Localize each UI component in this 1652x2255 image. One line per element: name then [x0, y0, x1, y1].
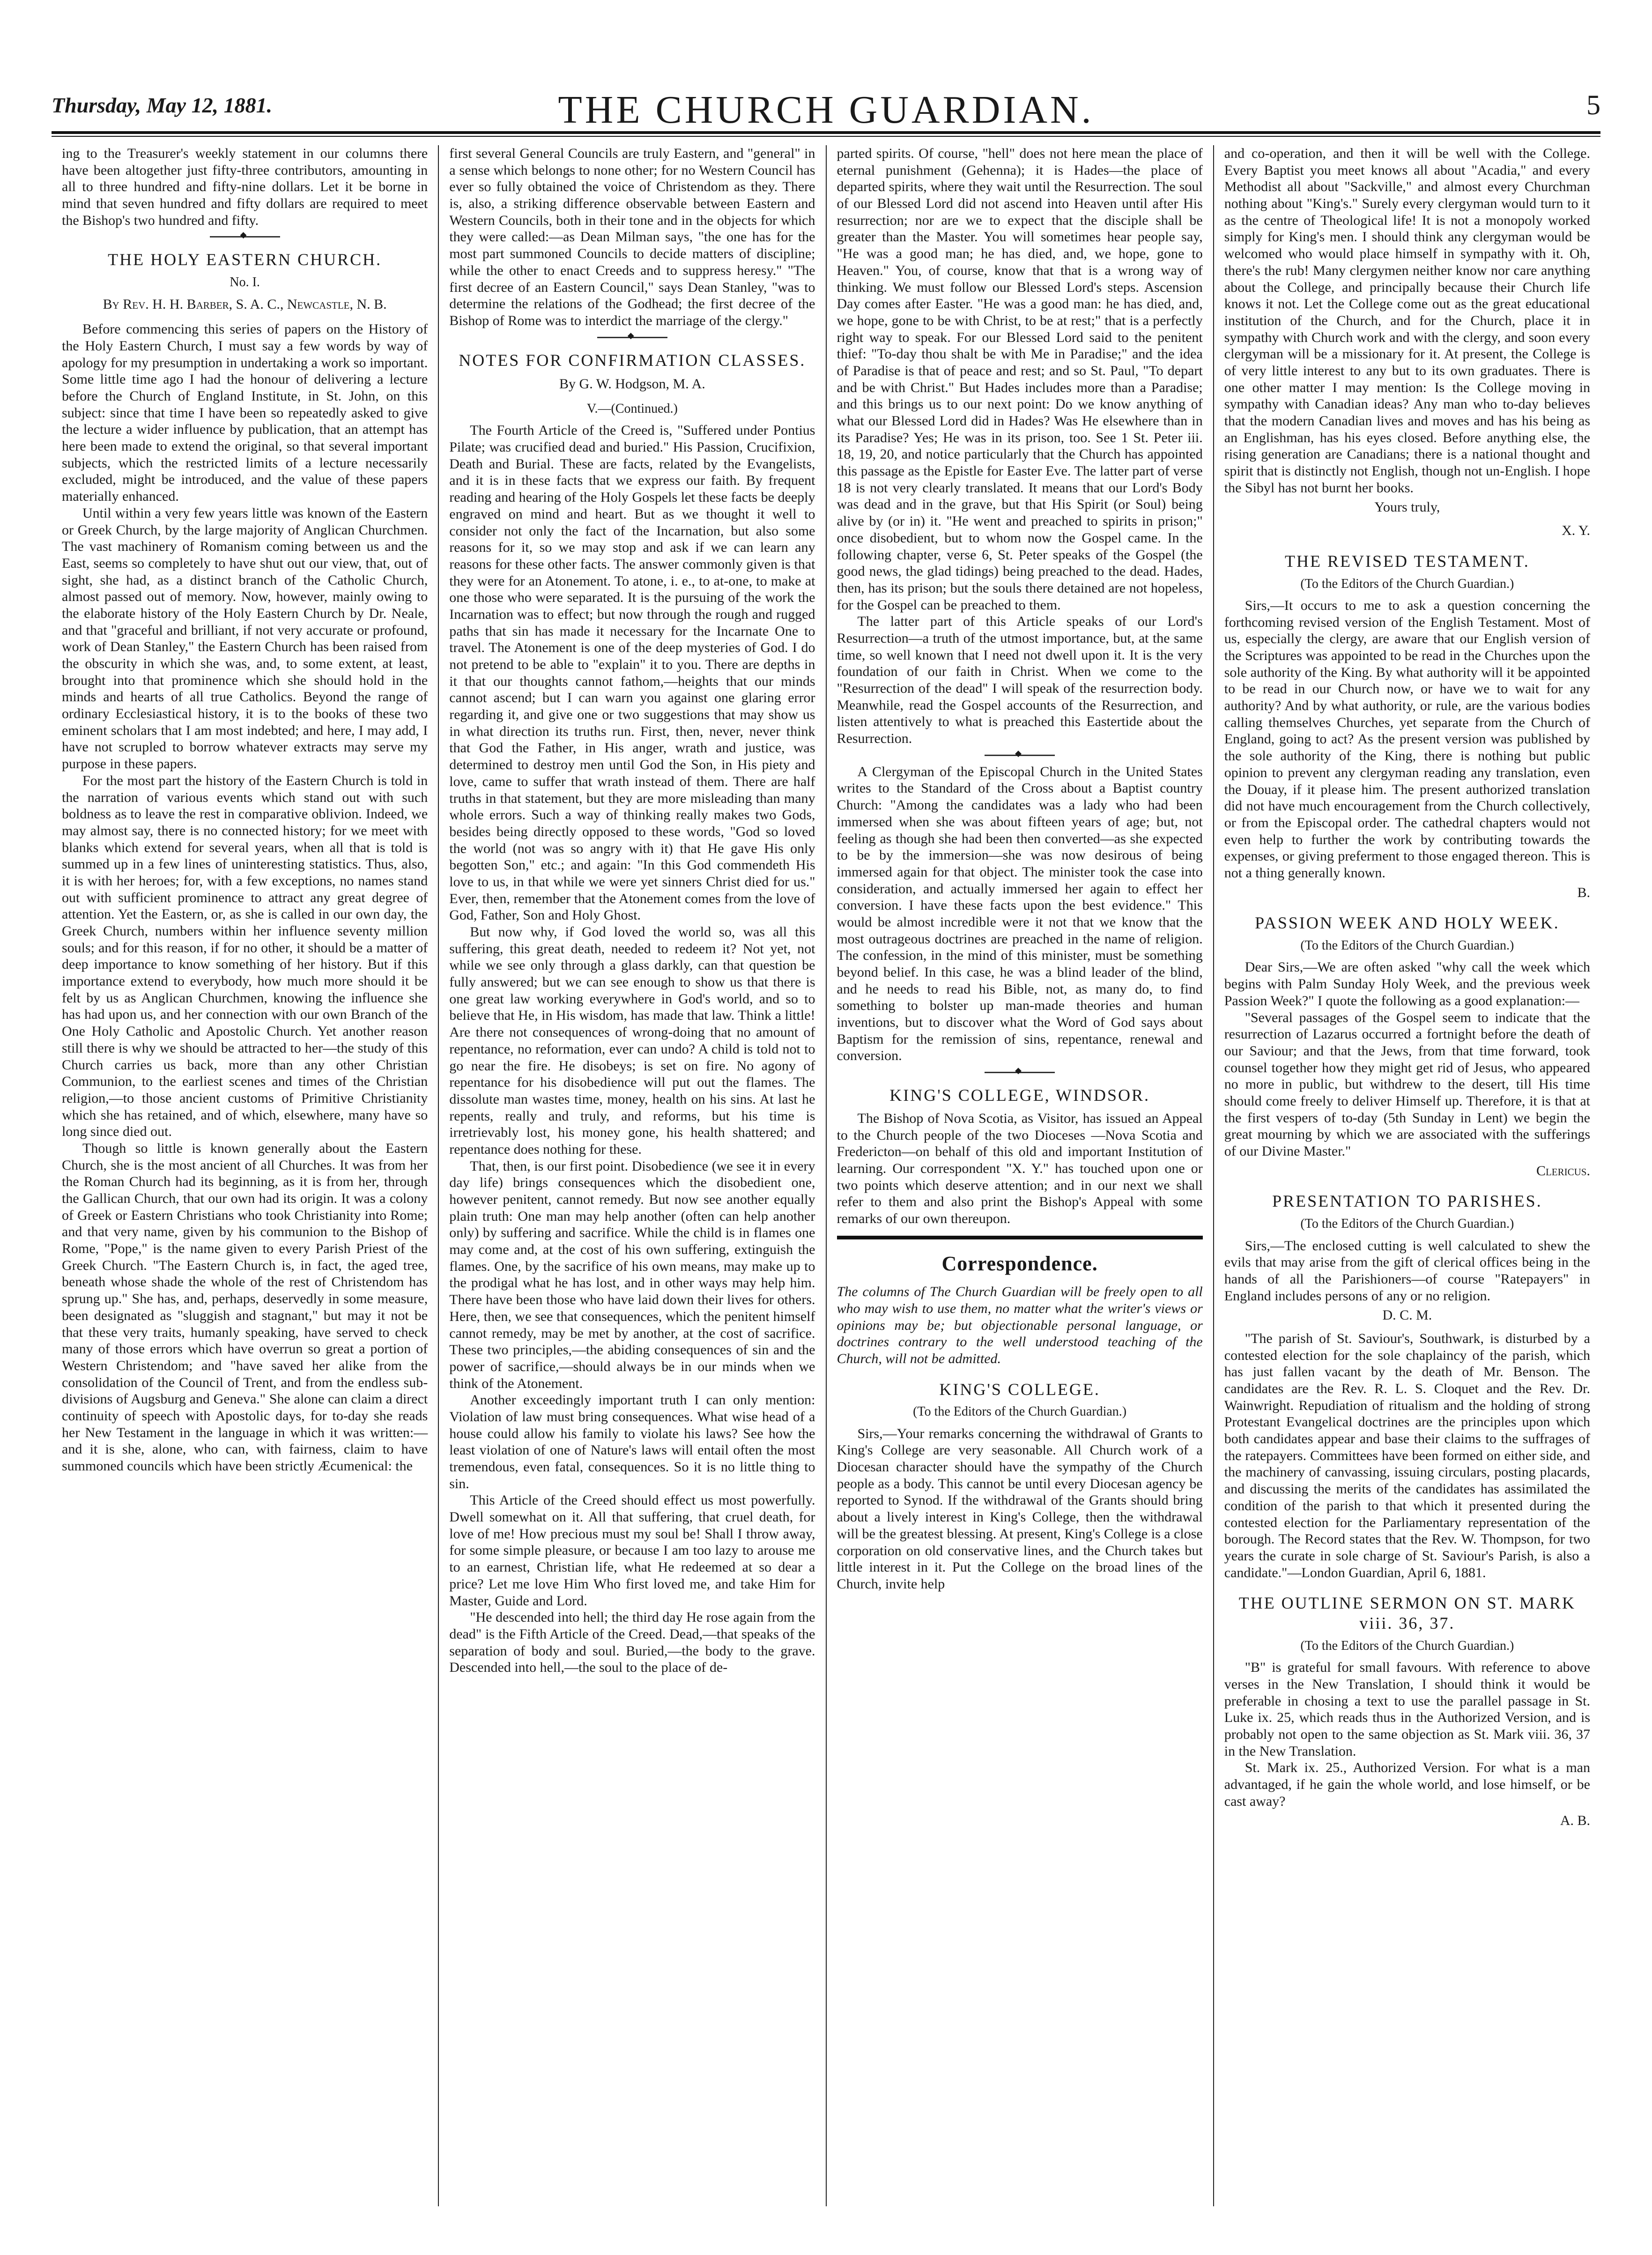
article-number: No. I. — [230, 275, 260, 290]
separator-ornament — [985, 755, 1055, 756]
letter-signature: B. — [1577, 884, 1590, 900]
separator-ornament — [985, 1072, 1055, 1073]
paragraph: This Article of the Creed should effect us most powerfully. Dwell somewhat on it. All that suffering, that cruel death, for love of me! How precious must my soul be! Shall I throw away, for some simple pleasure, or because I am too lazy to arouse me to an earnest, Christian life, what He redeemed at so dear a price? Let me love Him Who first loved me, and take Him for Master, Guide and Lord. — [449, 1492, 815, 1609]
letter-address: (To the Editors of the Church Guardian.) — [1300, 576, 1514, 591]
letter-text: and co-operation, and then it will be well with the College. Every Baptist you meet knows all about "Acadia," and every Methodist all about "Sackville," and almost every Churchman nothing about "King's." Surely every clergyman would turn to it as the centre of Theological life! It is not a monopoly worked simply for King's men. I should think any clergyman would be welcomed who would place himself in sympathy with it. Oh, there's the rub! Many clergymen neither know nor care anything about the College, and principally because their Church life knows it not. Let the College come out as the great educational institution of the Church, and for the Church, place it in sympathy with Church work and with the clergy, and soon every clergyman will be a missionary for it. At present, the College is of very little interest to any but to its own graduates. There is one other matter I may mention: Is the College moving in sympathy with Canadian ideas? Any man who to-day believes that the modern Canadian lives and moves and has his being as an Englishman, has his eyes closed. Before anything else, the rising generation are Canadians; there is a national thought and spirit that is distinctly not English, though not un-English. I hope the Sibyl has not burnt her books. — [1224, 146, 1590, 496]
paragraph: Though so little is known generally about the Eastern Church, she is the most ancient of all Churches. It was from her the Roman Church had its beginning, as it is from her, through the Gallican Church, that our own had its origin. It was a colony of Greek or Eastern Christians who took Christianity into Rome; and that very name, given by his communion to the Bishop of Rome, "Pope," is the name given to every Parish Priest of the Greek Church. "The Eastern Church is, in fact, the aged tree, beneath whose shade the whole of the rest of Christendom has sprung up." She has, and, perhaps, deservedly in some measure, been designated as "sluggish and stagnant," but may it not be that these very traits, humanly speaking, have served to check many of those errors which have overrun so great a portion of Western Christendom; and "have saved her alike from the consolidation of the Council of Trent, and from the endless sub-divisions of Augsburg and Geneva." She alone can claim a direct continuity of speech with Apostolic days, for to-day she reads her New Testament in the language in which it was written:—and it is she, alone, who can, with fairness, claim to have summoned councils which have been strictly Æcumenical: the — [62, 1140, 428, 1474]
paragraph: The latter part of this Article speaks of our Lord's Resurrection—a truth of the utmost importance, but, at the same time, so well known that I need not dwell upon it. It is the very foundation of our faith in Christ. When we come to the "Resurrection of the dead" I will speak of the resurrection body. Meanwhile, read the Gospel accounts of the Resurrection, and listen attentively to what is preached this Eastertide about the Resurrection. — [837, 614, 1203, 747]
columns — [52, 145, 1600, 2206]
masthead-rule-thin — [52, 136, 1600, 137]
column-3 — [826, 145, 1213, 2206]
letter-heading: THE OUTLINE SERMON ON ST. MARK viii. 36, 37. — [1238, 1594, 1576, 1633]
article-heading: NOTES FOR CONFIRMATION CLASSES. — [459, 350, 806, 370]
article-continuation: ing to the Treasurer's weekly statement in our columns there have been altogether just fifty-three contributors, amounting in all to three hundred and fifty-nine dollars. Let it be borne in mind that seven hundred and fifty dollars are required to meet the Bishop's two hundred and fifty. — [62, 146, 428, 228]
issue-date: Thursday, May 12, 1881. — [52, 93, 273, 117]
letter-heading: KING'S COLLEGE. — [939, 1380, 1100, 1399]
newspaper-title: THE CHURCH GUARDIAN. — [558, 88, 1094, 132]
paragraph: Another exceedingly important truth I can only mention: Violation of law must bring consequences. What wise head of a house could allow his family to violate his laws? See how the least violation of one of Nature's laws will entail often the most tremendous, even fatal, consequences. So it is no little thing to sin. — [449, 1392, 815, 1491]
paragraph: But now why, if God loved the world so, was all this suffering, this great death, needed to redeem it? Not yet, not while we see only through a glass darkly, can that question be fully answered; but we can see enough to show us that there is one great law working everywhere in God's world, and so to believe that He, in His wisdom, has made that law. Think a little! Are there not consequences of wrong-doing that no amount of repentance, no reformation, ever can undo? A child is told not to go near the fire. He disobeys; is set on fire. No agony of repentance for his disobedience will put out the flames. The dissolute man wastes time, money, health on his sins. At last he repents, really and truly, and reforms, but his time is irretrievably lost, his money gone, his health shattered; and repentance does nothing for these. — [449, 924, 815, 1157]
paragraph: "He descended into hell; the third day He rose again from the dead" is the Fifth Article of the Creed. Dead,—that speaks of the separation of body and soul. Buried,—the body to the grave. Descended into hell,—the soul to the place of de- — [449, 1610, 815, 1676]
paragraph: For the most part the history of the Eastern Church is told in the narration of various events which stand out with such boldness as to leave the rest in comparative oblivion. Indeed, we may almost say, there is no connected history; for we meet with blanks which extend for several years, when all that is told is summed up in a few lines of uninteresting statistics. Thus, also, it is with her heroes; for, with a few exceptions, no names stand out with sufficient prominence to attract any great degree of attention. Yet the Eastern, or, as she is called in our own day, the Greek Church, numbers within her influence seventy million souls; and for this reason, if for no other, it should be a matter of deep importance to know something of her history. But if this importance extend to everybody, how much more should it be felt by us as Anglican Churchmen, knowing the influence she has had upon us, and her connection with our own Branch of the One Holy Catholic and Apostolic Church. Yet another reason still there is why we should be attracted to her—the study of this Church carries us back, more than any other Christian Communion, to the earliest scenes and times of the Christian religion,—to those ancient customs of Primitive Christianity which she has retained, and of which, elsewhere, many have so long since died out. — [62, 772, 428, 1140]
letter-quote: "Several passages of the Gospel seem to indicate that the resurrection of Lazarus occurred a fortnight before the death of our Saviour; and that the Jews, from that time forward, took counsel together how they might get rid of Jesus, who appeared no more in public, but withdrew to the desert, till His time should come freely to deliver Himself up. Therefore, it is that at the first vespers of to-day (5th Sunday in Lent) we begin the great mourning by which we are associated with the sufferings of our Divine Master." — [1224, 1009, 1590, 1159]
letter-text: Sirs,—Your remarks concerning the withdrawal of Grants to King's College are very seasonable. All Church work of a Diocesan character should have the sympathy of the Church people as a body. This cannot be until every Diocesan agency be reported to Synod. If the withdrawal of the Grants should bring about a lively interest in King's College, then the withdrawal will be the greatest blessing. At present, King's College is a close corporation on old conservative lines, and the Church takes but little interest in it. Put the College on the broad lines of the Church, invite help — [837, 1425, 1203, 1592]
letter-quote: "The parish of St. Saviour's, Southwark, is disturbed by a contested election for the sole chaplaincy of the parish, which has just fallen vacant by the death of Mr. Benson. The candidates are the Rev. R. L. S. Cloquet and the Rev. Dr. Wainwright. Repudiation of ritualism and the holding of strong Protestant Evangelical doctrines are the principles upon which both candidates appear and base their claims to the suffrages of the ratepayers. Committees have been formed on either side, and the machinery of canvassing, issuing circulars, posting placards, and discussing the merits of the candidates has assimilated the condition of the parish to that which it presented during the contested election for the Parliamentary representation of the borough. The Record states that the Rev. W. Thompson, for two years the curate in sole charge of St. Saviour's Parish, is also a candidate."—London Guardian, April 6, 1881. — [1224, 1330, 1590, 1580]
editorial-notice — [837, 1283, 1203, 1367]
column-4 — [1213, 145, 1600, 2206]
letter-heading: THE REVISED TESTAMENT. — [1285, 551, 1530, 571]
letter-heading: PASSION WEEK AND HOLY WEEK. — [1255, 913, 1560, 933]
article-heading: THE HOLY EASTERN CHURCH. — [108, 250, 382, 269]
letter-signature: A. B. — [1560, 1813, 1590, 1829]
paragraph: Until within a very few years little was known of the Eastern or Greek Church, by the large majority of Anglican Churchmen. The vast machinery of Romanism coming between us and the East, seems so completely to have shut out our view, that, out of sight, she had, as a distinct branch of the Catholic Church, almost passed out of memory. Now, however, mainly owing to the elaborate history of the Holy Eastern Church by Dr. Neale, and that "graceful and brilliant, if not very accurate or profound, work of Dean Stanley," the Eastern Church has been raised from the obscurity in which she was, and, to some extent, at least, brought into that prominence which she should hold in the minds and hearts of all true Catholics. Beyond the range of ordinary Ecclesiastical history, it is to the books of these two eminent scholars that I am most indebted; and here, I may add, I have not scrupled to borrow whatever extracts may serve my purpose in these papers. — [62, 505, 428, 772]
paragraph: The Fourth Article of the Creed is, "Suffered under Pontius Pilate; was crucified dead and buried." His Passion, Crucifixion, Death and Burial. These are facts, related by the Evangelists, and it is in these facts that we express our faith. By frequent reading and hearing of the Holy Gospels let these facts be deeply engraved on mind and heart. But as we thought it well to consider not only the fact of the Incarnation, but also some reasons for it, so we may stop and ask if we can learn any reasons for these other facts. The answer commonly given is that they were for an Atonement. To atone, i. e., to at-one, to make at one those who were separated. It is the pursuing of the work the Incarnation was to effect; but now through the rough and rugged paths that sin has made it necessary for the Incarnate One to travel. The Atonement is one of the deep mysteries of God. I do not pretend to be able to "explain" it to you. There are depths in it that our thoughts cannot fathom,—heights that our minds cannot ascend; but I can warn you against one glaring error regarding it, and give one or two suggestions that may show us in what direction its truths run. First, then, never, never think that God the Father, in His anger, wrath and justice, was determined to destroy men until God the Son, in His piety and love, came to suffer that wrath instead of them. There are half truths in that statement, but they are more misleading than many whole errors. Such a way of thinking really makes two Gods, besides being directly opposed to these words, "God so loved the world (not was so angry with it) that He gave His only begotten Son," etc.; and again: "In this God commendeth His love to us, in that while we were yet sinners Christ died for us." Ever, then, remember that the Atonement comes from the love of God, Father, Son and Holy Ghost. — [449, 423, 815, 923]
letter-signature: Clericus. — [1536, 1163, 1590, 1179]
letter-address: (To the Editors of the Church Guardian.) — [1300, 1217, 1514, 1231]
letter-signature: D. C. M. — [1382, 1307, 1432, 1323]
article-byline: By G. W. Hodgson, M. A. — [559, 376, 705, 392]
separator-ornament — [597, 337, 667, 338]
article-heading: KING'S COLLEGE, WINDSOR. — [889, 1086, 1150, 1105]
page-number: 5 — [1586, 89, 1600, 120]
masthead — [52, 87, 1600, 132]
letter-text: St. Mark ix. 25., Authorized Version. For what is a man advantaged, if he gain the whole world, and lose himself, or be cast away? — [1224, 1760, 1590, 1809]
paragraph: Before commencing this series of papers on the History of the Holy Eastern Church, I must say a few words by way of apology for my presumption in undertaking a work so important. Some little time ago I had the honour of delivering a lecture before the Church of England Institute, in St. John, on this subject: since that time I have been so repeatedly asked to give the lecture a wider influence by publication, that an attempt has here been made to extend the original, so that several important subjects, which the restricted limits of a lecture necessarily excluded, might be introduced, and the value of these papers materially enhanced. — [62, 321, 428, 504]
article-byline: By Rev. H. H. Barber, S. A. C., Newcastle, N. B. — [103, 296, 387, 312]
letter-address: (To the Editors of the Church Guardian.) — [913, 1404, 1127, 1419]
letter-address: (To the Editors of the Church Guardian.) — [1300, 1638, 1514, 1653]
paragraph: The Bishop of Nova Scotia, as Visitor, has issued an Appeal to the Church people of the two Dioceses —Nova Scotia and Fredericton—on behalf of this old and important Institution of learning. Our correspondent "X. Y." has touched upon one or two points which deserve attention; and in our next we shall refer to them and also print the Bishop's Appeal with some remarks of our own thereupon. — [837, 1110, 1203, 1227]
clergyman-item: A Clergyman of the Episcopal Church in the United States writes to the Standard of the Cross about a Baptist country Church: "Among the candidates was a lady who had been immersed when she was about fifteen years of age; but, not feeling as though she had been then converted—as she expected to be by the immersion—she was now desirous of being immersed again for that object. The minister took the case into consideration, and actually immersed her again to effect her conversion. I have these facts upon the best evidence." This would be almost incredible were it not that we know that the most outrageous doctrines are preached in the name of religion. The confession, in the mind of this minister, must be something beyond belief. In this case, he was a blind leader of the blind, and he needs to read his Bible, not, as many do, to find something to bolster up man-made theories and human inventions, but to discover what the Word of God says about Baptism for the remission of sins, repentance, renewal and conversion. — [837, 764, 1203, 1064]
article-continuation: first several General Councils are truly Eastern, and "general" in a sense which belongs to none other; for no Western Council has ever so fully obtained the voice of Christendom as they. There is, also, a striking difference observable between Eastern and Western Councils, both in their tone and in the objects for which they were called:—as Dean Milman says, "the one has for the most part summoned Councils to decide matters of discipline; while the other to enact Creeds and to suppress heresy." "The first decree of an Eastern Council," says Dean Stanley, "was to determine the relations of the Godhead; the first decree of the Bishop of Rome was to interdict the marriage of the clergy." — [449, 146, 815, 328]
paragraph: That, then, is our first point. Disobedience (we see it in every day life) brings consequences which the disobedient one, however penitent, cannot remedy. But now see another equally plain truth: One man may help another (often can help another only) by suffering and sacrifice. While the child is in flames one may come and, at the cost of his own suffering, extinguish the flames. One, by the sacrifice of his own means, may make up to the prodigal what he has lost, and in other ways may help him. There have been those who have laid down their lives for others. Here, then, we see that consequences, which the penitent himself cannot remedy, may be met by another, at the cost of sacrifice. These two principles,—the abiding consequences of sin and the power of sacrifice,—should always be in our minds when we think of the Atonement. — [449, 1158, 815, 1391]
letter-text: "B" is grateful for small favours. With reference to above verses in the New Translation, I should think it would be preferable in chosing a text to use the parallel passage in St. Luke ix. 25, which reads thus in the Authorized Version, and is probably not open to the same objection as St. Mark viii. 36, 37 in the New Translation. — [1224, 1660, 1590, 1759]
letter-text: Sirs,—It occurs to me to ask a question concerning the forthcoming revised version of the English Testament. Most of us, especially the clergy, are aware that our English version of the Scriptures was appointed to be read in the Churches upon the sole authority of the King. By what authority will it be appointed to be read in our Church now, or have we to wait for any authority? And by what authority, or rule, are the various bodies calling themselves Churches, yet separate from the Church of England, going to act? As the present version was published by the sole authority of the King, there is nothing but public opinion to prevent any clergyman reading any translation, even the Douay, if it please him. The present authorized translation did not have much encouragement from the Church collectively, or from the Episcopal order. The cathedral chapters would not even help to further the work by contributing towards the expenses, or giving preferment to those engaged thereon. This is not a thing generally known. — [1224, 597, 1590, 881]
letter-heading: PRESENTATION TO PARISHES. — [1272, 1192, 1542, 1211]
letter-signature: X. Y. — [1562, 523, 1590, 539]
letter-signoff: Yours truly, — [1374, 499, 1440, 515]
notice-text: The columns of The Church Guardian will be freely open to all who may wish to use them, no matter what the writer's views or opinions may be; but objectionable personal language, or doctrines contrary to the well understood teaching of the Church, will not be admitted. — [837, 1284, 1203, 1366]
section-rule — [837, 1236, 1203, 1239]
column-2 — [438, 145, 825, 2206]
column-1 — [52, 145, 438, 2206]
letter-text: Dear Sirs,—We are often asked "why call the week which begins with Palm Sunday Holy Week, and the previous week Passion Week?" I quote the following as a good explanation:— — [1224, 959, 1590, 1009]
separator-ornament — [210, 236, 280, 237]
section-heading-correspondence: Correspondence. — [941, 1252, 1098, 1275]
article-subheading: V.—(Continued.) — [586, 401, 678, 416]
letter-address: (To the Editors of the Church Guardian.) — [1300, 938, 1514, 953]
letter-text: Sirs,—The enclosed cutting is well calculated to shew the evils that may arise from the gift of clerical offices being in the hands of all the Parishioners—of course "Ratepayers" in England includes persons of any or no religion. — [1224, 1238, 1590, 1304]
paragraph: parted spirits. Of course, "hell" does not here mean the place of eternal punishment (Gehenna); it is Hades—the place of departed spirits, where they wait until the Resurrection. The soul of our Blessed Lord did not ascend into Heaven until after His resurrection; nor are we to expect that the disciple shall be greater than the Master. You will sometimes hear people say, "He was a good man; he has died, and, we hope, gone to Heaven." You, of course, know that that is a wrong way of thinking. We must follow our Blessed Lord's steps. Ascension Day comes after Easter. "He was a good man: he has died, and, we hope, gone to be with Christ, to be at rest;" that is a perfectly right way to speak. For our Blessed Lord said to the penitent thief: "To-day thou shalt be with Me in Paradise;" and the idea of Paradise is that of peace and rest; and so St. Paul, "To depart and be with Christ." But Hades includes more than a Paradise; and this brings us to our next point: Do we know anything of what our Blessed Lord did in Hades? Was He elsewhere than in its Paradise? Yes; He was in its prison, too. See 1 St. Peter iii. 18, 19, 20, and notice particularly that the Church has appointed this passage as the Epistle for Easter Eve. The latter part of verse 18 is not very clearly translated. It means that our Lord's Body was dead and in the grave, but that His Spirit (or Soul) being alive by (or in) it. "He went and preached to spirits in prison;" once disobedient, but to whom now the Gospel came. In the following chapter, verse 6, St. Peter speaks of the Gospel (the good news, the glad tidings) being preached to the dead. Hades, then, has its prison; but the souls there detained are not hopeless, for the Gospel can be preached to them. — [837, 146, 1203, 613]
